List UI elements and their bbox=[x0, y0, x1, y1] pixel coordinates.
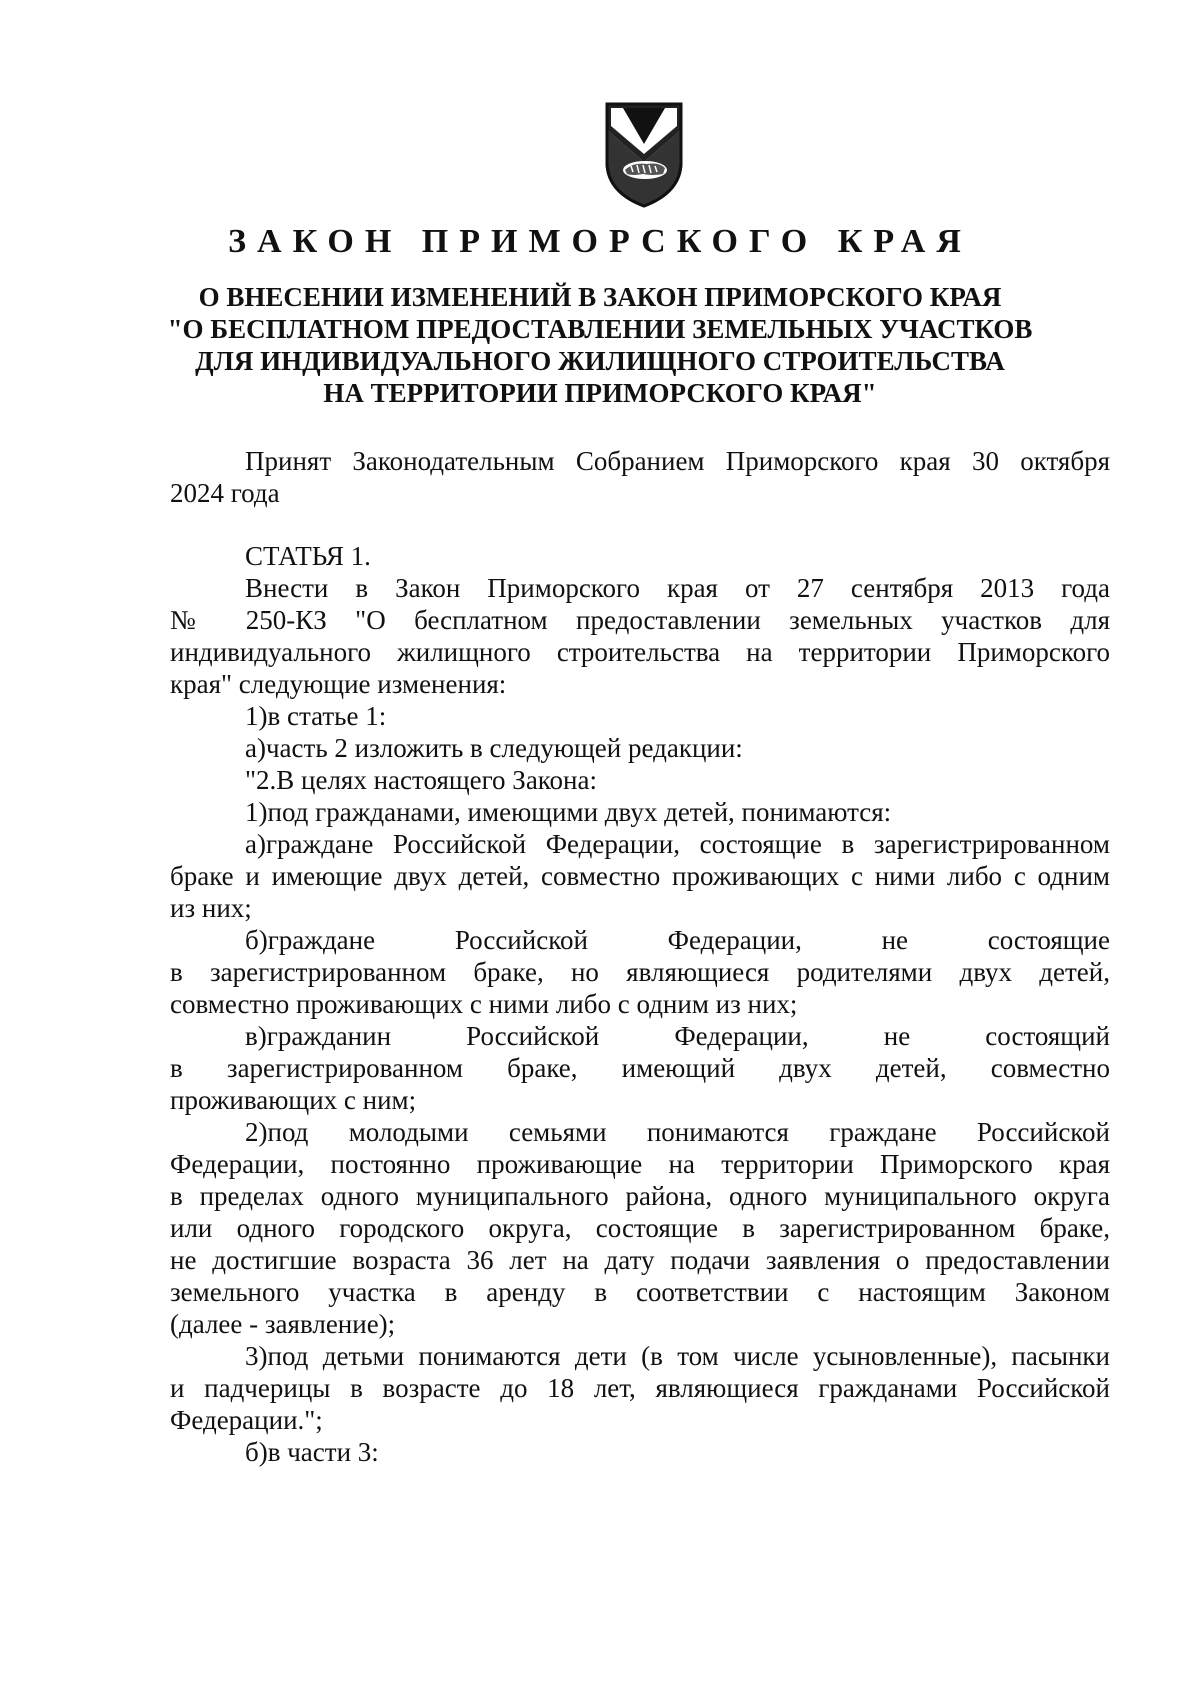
body-line: (далее - заявление); bbox=[170, 1309, 396, 1339]
subtitle-line: ДЛЯ ИНДИВИДУАЛЬНОГО ЖИЛИЩНОГО СТРОИТЕЛЬСТВА bbox=[195, 346, 1005, 376]
body-line: Федерации."; bbox=[170, 1405, 323, 1435]
subtitle-line: О ВНЕСЕНИИ ИЗМЕНЕНИЙ В ЗАКОН ПРИМОРСКОГО КРАЯ bbox=[198, 282, 1002, 312]
body-line: в)гражданин Российской Федерации, не состоящий bbox=[245, 1021, 1110, 1051]
body-line: в зарегистрированном браке, имеющий двух детей, совместно bbox=[170, 1053, 1110, 1083]
subtitle-line: НА ТЕРРИТОРИИ ПРИМОРСКОГО КРАЯ" bbox=[323, 378, 877, 408]
body-line: браке и имеющие двух детей, совместно проживающих с ними либо с одним bbox=[170, 861, 1110, 891]
body-line: из них; bbox=[170, 893, 252, 923]
body-line: а)часть 2 изложить в следующей редакции: bbox=[245, 733, 743, 763]
body-line: б)граждане Российской Федерации, не состоящие bbox=[245, 925, 1110, 955]
law-title: ЗАКОН ПРИМОРСКОГО КРАЯ bbox=[228, 223, 972, 260]
body-line: 1)в статье 1: bbox=[245, 701, 387, 731]
adoption-line: Принят Законодательным Собранием Приморского края 30 октября bbox=[245, 446, 1110, 476]
body-line: "2.В целях настоящего Закона: bbox=[245, 765, 597, 795]
coat-of-arms-icon bbox=[603, 100, 685, 210]
body-line: совместно проживающих с ними либо с одним из них; bbox=[170, 989, 798, 1019]
body-line: в пределах одного муниципального района, одного муниципального округа bbox=[170, 1181, 1110, 1211]
body-line: а)граждане Российской Федерации, состоящие в зарегистрированном bbox=[245, 829, 1110, 859]
article-body bbox=[170, 540, 1110, 1468]
adoption-note bbox=[170, 445, 1110, 509]
body-line: 2)под молодыми семьями понимаются граждане Российской bbox=[245, 1117, 1110, 1147]
body-line: земельного участка в аренду в соответствии с настоящим Законом bbox=[170, 1277, 1110, 1307]
body-line: 1)под гражданами, имеющими двух детей, понимаются: bbox=[245, 797, 892, 827]
body-line: индивидуального жилищного строительства на территории Приморского bbox=[170, 637, 1110, 667]
body-line: 3)под детьми понимаются дети (в том числе усыновленные), пасынки bbox=[245, 1341, 1110, 1371]
subtitle-line: "О БЕСПЛАТНОМ ПРЕДОСТАВЛЕНИИ ЗЕМЕЛЬНЫХ УЧАСТКОВ bbox=[167, 314, 1033, 344]
body-line: б)в части 3: bbox=[245, 1437, 379, 1467]
adoption-line: 2024 года bbox=[170, 478, 280, 508]
body-line: в зарегистрированном браке, но являющиеся родителями двух детей, bbox=[170, 957, 1110, 987]
body-line: и падчерицы в возрасте до 18 лет, являющиеся гражданами Российской bbox=[170, 1373, 1110, 1403]
body-line: не достигшие возраста 36 лет на дату подачи заявления о предоставлении bbox=[170, 1245, 1110, 1275]
body-line: Внести в Закон Приморского края от 27 сентября 2013 года bbox=[245, 573, 1110, 603]
law-subtitle bbox=[160, 281, 1040, 409]
article-heading: СТАТЬЯ 1. bbox=[245, 541, 371, 571]
body-line: проживающих с ним; bbox=[170, 1085, 417, 1115]
body-line: или одного городского округа, состоящие в зарегистрированном браке, bbox=[170, 1213, 1110, 1243]
body-line: № 250-КЗ "О бесплатном предоставлении земельных участков для bbox=[170, 605, 1110, 635]
body-line: края" следующие изменения: bbox=[170, 669, 507, 699]
body-line: Федерации, постоянно проживающие на территории Приморского края bbox=[170, 1149, 1110, 1179]
